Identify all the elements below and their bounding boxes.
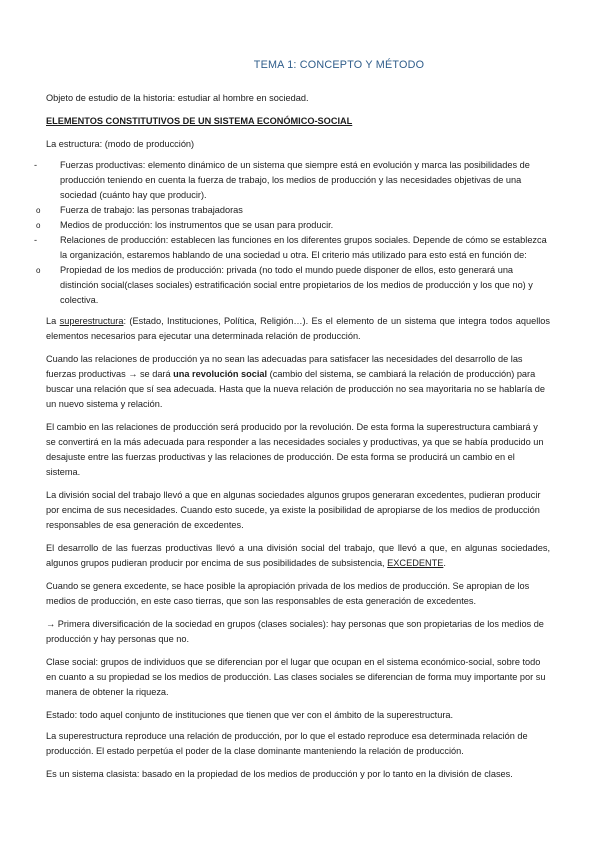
- reproduce-paragraph: La superestructura reproduce una relación de producción, por lo que el estado reproduce esa determinada relación de producción. El estado perpetúa el poder de la clase dominante manteniendo la relación de producción.: [46, 731, 528, 756]
- list-item: o Fuerza de trabajo: las personas trabajadoras: [46, 203, 550, 218]
- excedente-term: EXCEDENTE: [387, 558, 444, 568]
- circle-bullet: o: [36, 221, 41, 230]
- list-item: - Relaciones de producción: establecen las funciones en los diferentes grupos sociales. Depende de cómo se establezca la organización, estaremos hablando de una sociedad u otra. El criterio más utilizado para esto está en función de:: [34, 235, 547, 260]
- structure-list: [34, 158, 550, 308]
- section-heading: ELEMENTOS CONSTITUTIVOS DE UN SISTEMA ECONÓMICO-SOCIAL: [46, 116, 353, 126]
- objeto-paragraph: Objeto de estudio de la historia: estudiar al hombre en sociedad.: [46, 93, 309, 103]
- estructura-label: La estructura: (modo de producción): [46, 139, 195, 149]
- division-paragraph: La división social del trabajo llevó a que en algunas sociedades algunos grupos generaran excedentes, pudieran producir por encima de sus necesidades. Cuando esto sucede, ya existe la posibilidad de apropiarse de los medios de producción responsables de esa generación de excedentes.: [46, 490, 541, 530]
- clase-paragraph: Clase social: grupos de individuos que se diferencian por el lugar que ocupan en el sistema económico-social, sobre todo en cuanto a su propiedad se los medios de producción. Las clases sociales se diferencian de forma muy importante por su manera de obtener la riqueza.: [46, 657, 546, 697]
- excedente-paragraph: Cuando se genera excedente, se hace posible la apropiación privada de los medios de producción. Se apropian de los medios de producción, en este caso tierras, que son las responsables de esta generación de excedentes.: [46, 581, 530, 606]
- superestructura-paragraph: La superestructura: (Estado, Instituciones, Política, Religión…). Es el elemento de un sistema que integra todos aquellos elementos necesarios para ejecutar una determinada relación de producción.: [46, 316, 550, 341]
- dash-bullet: -: [34, 160, 38, 170]
- clasista-paragraph: Es un sistema clasista: basado en la propiedad de los medios de producción y por lo tanto en la división de clases.: [46, 769, 513, 779]
- dash-bullet: -: [34, 235, 38, 245]
- list-item: o Medios de producción: los instrumentos que se usan para producir.: [46, 218, 550, 233]
- revolucion-paragraph: Cuando las relaciones de producción ya no sean las adecuadas para satisfacer las necesidades del desarrollo de las fuerzas productivas → se dará una revolución social (cambio del sistema, se cambiará la relación de producción) para buscar una relación que sí sea adecuada. Hasta que la nueva relación de producción no sea mayoritaria no se hablaría de un nuevo sistema y relación.: [46, 354, 546, 409]
- diversificacion-paragraph: → Primera diversificación de la sociedad en grupos (clases sociales): hay personas que son propietarias de los medios de producción y hay personas que no.: [46, 619, 544, 644]
- desarrollo-paragraph: El desarrollo de las fuerzas productivas llevó a una división social del trabajo, que llevó a que, en algunas sociedades, algunos grupos pudieran producir por encima de sus posibilidades de subsistencia, EXCEDENTE.: [46, 543, 550, 568]
- circle-bullet: o: [36, 266, 41, 275]
- circle-bullet: o: [36, 206, 41, 215]
- revolucion-bold: una revolución social: [173, 369, 268, 379]
- estado-paragraph: Estado: todo aquel conjunto de instituciones que tienen que ver con el ámbito de la superestructura.: [46, 710, 454, 720]
- cambio-paragraph: El cambio en las relaciones de producción será producido por la revolución. De esta forma la superestructura cambiará y se convertirá en la más adecuada para responder a las necesidades sociales y productivas, ya que se había producido un desajuste entre las fuerzas productivas y las relaciones de producción. De esta forma se producirá un cambio en el sistema.: [46, 422, 544, 477]
- page-title: TEMA 1: CONCEPTO Y MÉTODO: [253, 59, 425, 71]
- list-item: o Propiedad de los medios de producción: privada (no todo el mundo puede disponer de ellos, esto generará una distinción social(clases sociales) estratificación social entre propietarios de los medios de producción y los que no) y colectiva.: [36, 265, 533, 305]
- list-item: - Fuerzas productivas: elemento dinámico de un sistema que siempre está en evolución y marca las posibilidades de producción teniendo en cuenta la fuerza de trabajo, los medios de producción y las necesidades objetivas de una sociedad (cuánto hay que producir).: [34, 160, 530, 200]
- superestructura-term: superestructura: [59, 316, 124, 326]
